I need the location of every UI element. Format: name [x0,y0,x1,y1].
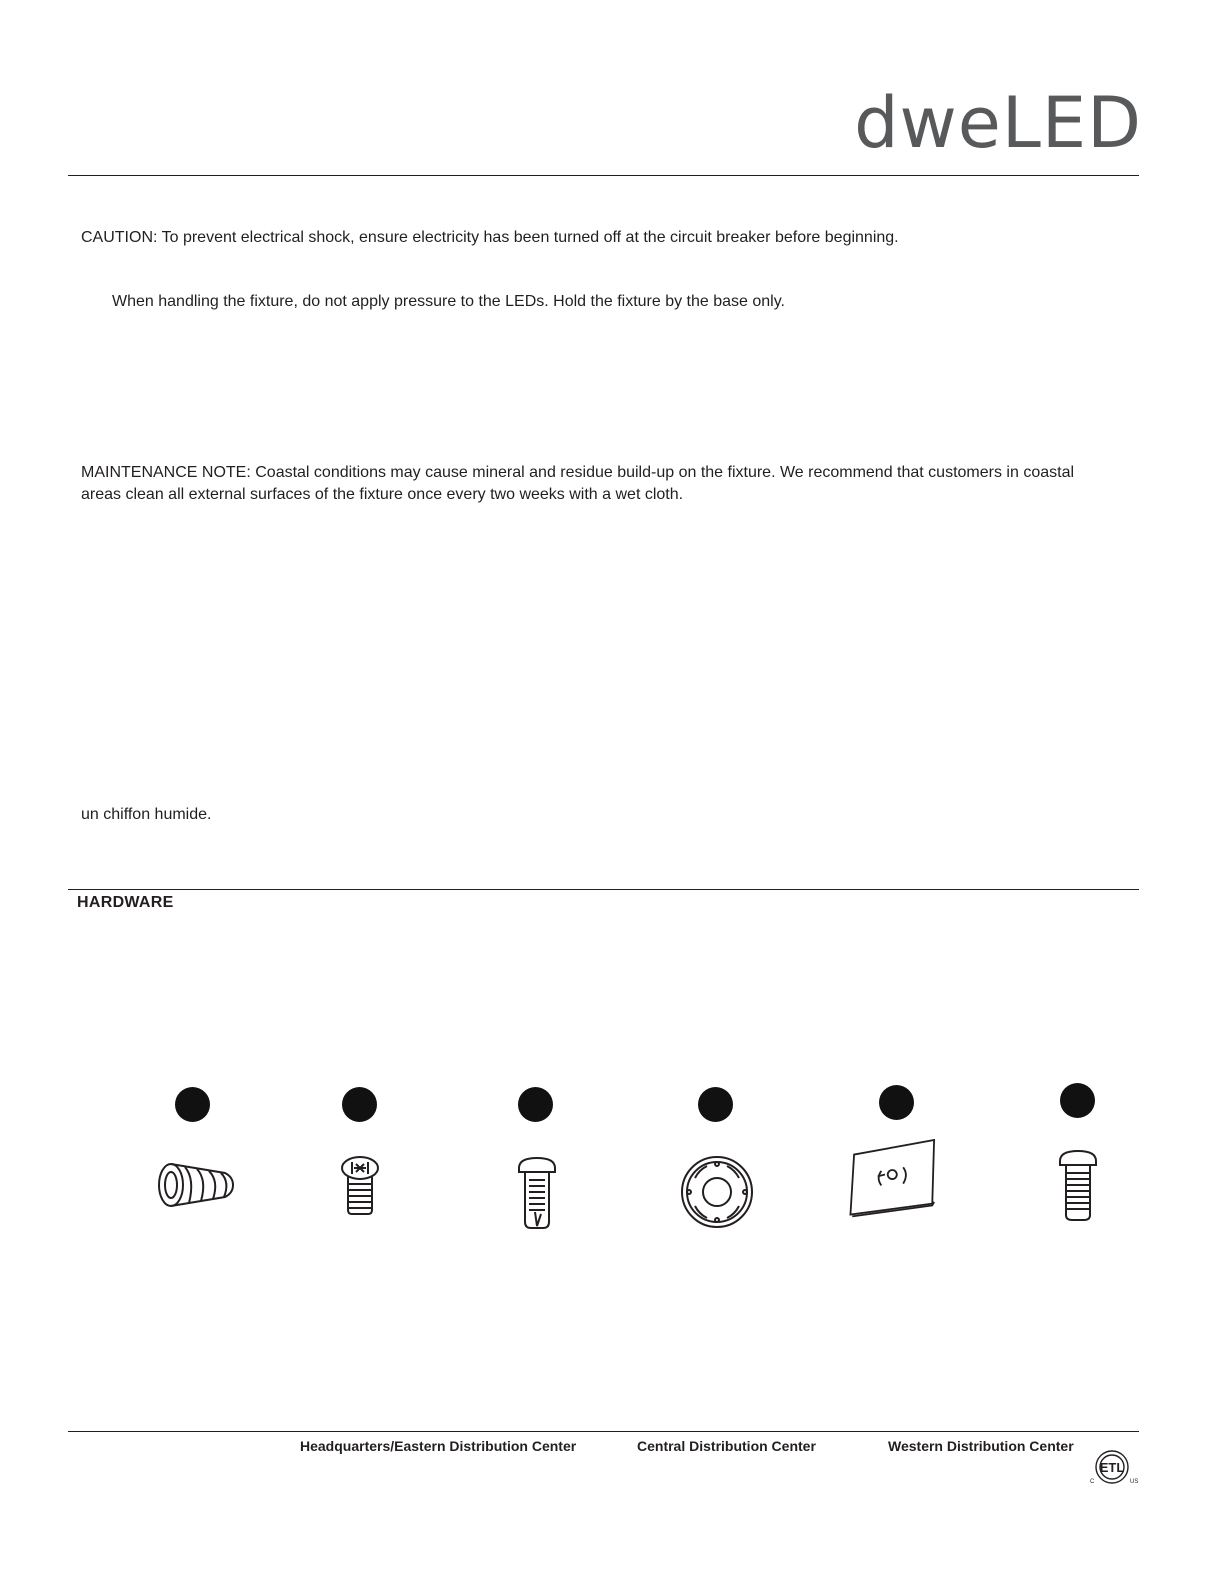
footer-central: Central Distribution Center [637,1438,816,1454]
part-marker-6 [1060,1083,1095,1118]
maintenance-note-line-1: MAINTENANCE NOTE: Coastal conditions may cause mineral and residue build-up on the fixture. We recommend that customers in coastal [81,464,1075,481]
hardware-title: HARDWARE [77,894,174,911]
flat-screw-icon [310,1150,410,1250]
french-note-tail: un chiffon humide. [81,806,212,823]
footer-hq: Headquarters/Eastern Distribution Center [300,1438,577,1454]
part-marker-5 [879,1085,914,1120]
part-marker-4 [698,1087,733,1122]
part-marker-1 [175,1087,210,1122]
svg-text:C: C [1090,1479,1095,1485]
header-divider [68,175,1139,176]
hardware-divider [68,889,1139,890]
brand-logo: dweLED [854,82,1142,164]
mounting-screw-icon [487,1150,587,1250]
maintenance-note [81,462,1141,506]
footer-divider [68,1431,1139,1432]
wire-nut-icon [145,1135,245,1235]
etl-certification-icon [1088,1445,1142,1491]
part-marker-3 [518,1087,553,1122]
maintenance-note-line-2: areas clean all external surfaces of the fixture once every two weeks with a wet cloth. [81,486,684,503]
gasket-icon [845,1130,945,1230]
svg-text:US: US [1130,1479,1139,1485]
handling-note: When handling the fixture, do not apply pressure to the LEDs. Hold the fixture by the base only. [112,293,785,310]
machine-screw-icon [1028,1145,1128,1245]
mounting-plate-icon [665,1140,765,1240]
etl-mark-text: ETL [1099,1460,1125,1475]
footer-western: Western Distribution Center [888,1438,1074,1454]
caution-note: CAUTION: To prevent electrical shock, ensure electricity has been turned off at the circuit breaker before beginning. [81,229,899,246]
part-marker-2 [342,1087,377,1122]
